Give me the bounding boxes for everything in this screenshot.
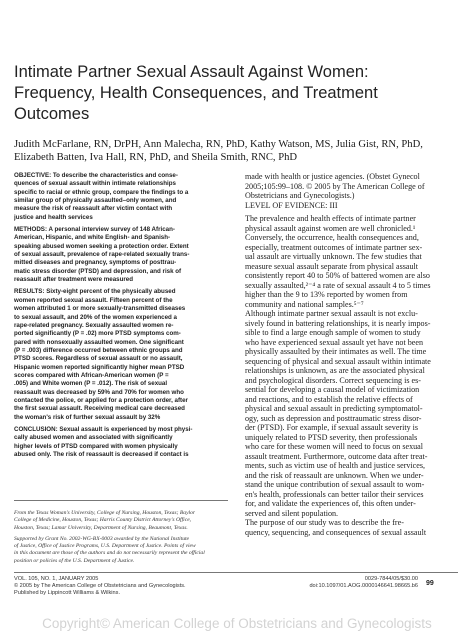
body-line: assault treatment. Furthermore, outcome data after treat- <box>245 451 428 461</box>
body-line: sential for developing a causal model of victimization <box>245 385 420 394</box>
affiliation-line: Houston, Texas; Lamar University, Department of Nursing, Beaumont, Texas. <box>14 524 188 531</box>
body-line: made with health or justice agencies. (Obstet Gynecol <box>245 172 420 181</box>
abstract-line: (P = .003) difference occurred between ethnic groups and <box>14 346 183 354</box>
title-line: Intimate Partner Sexual Assault Against Women: <box>14 63 369 81</box>
article-title <box>14 62 454 125</box>
body-line: The purpose of our study was to describe the fre- <box>245 518 404 527</box>
abstract-line: abused only. The risk of reassault is decreased if contact is <box>14 451 189 458</box>
footer-line: VOL. 105, NO. 1, JANUARY 2005 <box>14 576 99 582</box>
abstract-line: reassault after treatment were measured <box>14 276 133 284</box>
abstract-line: cally abused women and associated with significantly <box>14 434 173 442</box>
footer-line: © 2005 by The American College of Obstetricians and Gynecologists. <box>14 583 186 589</box>
body-line: en's health, professionals can better tailor their services <box>245 489 424 499</box>
body-line: and the risk of reassault are unknown. When we under- <box>245 470 424 480</box>
body-line: physically assaulted by their intimates as well. The time <box>245 347 427 356</box>
body-line: and reactions, and to establish the relative effects of <box>245 394 413 404</box>
footer-divider <box>14 572 458 573</box>
footnote-divider <box>14 500 228 501</box>
footer-citation <box>14 576 186 597</box>
abstract-line: pared with nonsexually assaulted women. One significant <box>14 338 184 346</box>
abstract-line: OBJECTIVE: To describe the characteristics and conse- <box>14 172 178 179</box>
abstract-line: similar group of physically assaulted–only women, and <box>14 197 177 205</box>
body-line: ogy, such as depression and posttraumatic stress disor- <box>245 413 422 423</box>
body-line: higher than the 9 to 13% reported by women from <box>245 290 408 299</box>
abstract-line: the first sexual assault. Receiving medical care decreased <box>14 405 185 413</box>
body-line: der (PTSD). For example, if sexual assault severity is <box>245 423 419 432</box>
abstract-line: quences of sexual assault within intimate relationships <box>14 180 176 188</box>
footer-line: doi:10.1097/01.AOG.0000146641.98665.b6 <box>309 583 418 589</box>
affiliation-line: of Justice, Office of Justice Programs, U.S. Department of Justice. Points of view <box>14 543 196 550</box>
body-line: who have experienced sexual assault yet have not been <box>245 337 423 347</box>
abstract-line: .005) and White women (P = .012). The risk of sexual <box>14 380 168 388</box>
body-line: ual assault are virtually unknown. The few studies that <box>245 252 422 261</box>
body-line: Conversely, the occurrence, health consequences and, <box>245 233 419 242</box>
body-line: The prevalence and health effects of intimate partner <box>245 214 416 223</box>
author-line: Elizabeth Batten, Iva Hall, RN, PhD, and Sheila Smith, RNC, PhD <box>14 152 298 164</box>
body-line: physical assault against women are well chronicled.¹ <box>245 223 416 233</box>
abstract-line: scores compared with African-American women (P = <box>14 371 169 379</box>
abstract-line: women reported sexual assault. Fifteen percent of the <box>14 296 173 304</box>
abstract-line: METHODS: A personal interview survey of 148 African- <box>14 226 175 234</box>
page-number: 99 <box>426 580 434 587</box>
body-line: Obstetricians and Gynecologists.) <box>245 191 355 200</box>
abstract-line: to sexual assault, and 20% of the women experienced a <box>14 313 177 321</box>
abstract-line: contacted the police, or applied for a protection order, after <box>14 396 188 404</box>
abstract-line: RESULTS: Sixty-eight percent of the physically abused <box>14 288 176 296</box>
affiliation-line: From the Texas Woman's University, College of Nursing, Houston, Texas; Baylor <box>14 510 196 516</box>
abstract-line: CONCLUSION: Sexual assault is experienced by most physi- <box>14 425 193 433</box>
author-line: Judith McFarlane, RN, DrPH, Ann Malecha, RN, PhD, Kathy Watson, MS, Julia Gist, RN, PhD, <box>14 139 423 150</box>
body-line: who care for these women will need to focus on sexual <box>245 442 424 451</box>
abstract-line: higher levels of PTSD compared with women physically <box>14 442 178 450</box>
body-line: Although intimate partner sexual assault is not exclu- <box>245 309 418 318</box>
abstract-line: American, Hispanic, and white English- and Spanish- <box>14 234 171 242</box>
body-line: 2005;105:99–108. © 2005 by The American College of <box>245 181 425 191</box>
affiliation-line: Supported by Grant No. 2002-WG-BX-0003 awarded by the National Institute <box>14 535 190 542</box>
copyright-watermark: Copyright© American College of Obstetricians and Gynecologists <box>42 616 432 631</box>
abstract-line: matic stress disorder (PTSD) and depression, and risk of <box>14 267 182 275</box>
abstract <box>14 172 228 459</box>
body-line: relationships is unknown, as are the associated physical <box>245 366 425 375</box>
abstract-line: women attributed 1 or more sexually-transmitted diseases <box>14 305 186 313</box>
body-line: physical and sexual assault in predicting symptomatol- <box>245 404 423 413</box>
abstract-line: justice and health services <box>14 213 93 221</box>
body-line: served and silent population. <box>245 508 339 518</box>
abstract-line: Hispanic women reported significantly higher mean PTSD <box>14 363 185 371</box>
body-line: and psychological disorders. Correct sequencing is es- <box>245 375 421 385</box>
affiliations-note <box>14 510 230 565</box>
author-list <box>14 138 460 165</box>
abstract-line: ported significantly (P = .02) more PTSD symptoms com- <box>14 330 181 338</box>
body-line: sively found in battering relationships, it is nearly impos- <box>245 318 431 328</box>
abstract-line: of sexual assault, prevalence of rape-related sexually trans- <box>14 251 190 259</box>
affiliation-line: College of Medicine, Houston, Texas; Harris County District Attorney's Office, <box>14 517 192 524</box>
body-line: uniquely related to PTSD severity, then professionals <box>245 432 418 442</box>
abstract-line: PTSD scores. Regardless of sexual assault or no assault, <box>14 355 183 363</box>
affiliation-line: position or policies of the U.S. Department of Justice. <box>14 557 135 564</box>
abstract-line: mitted diseases and pregnancy, symptoms of posttrau- <box>14 259 177 267</box>
body-line: consistently report 40 to 50% of battered women are also <box>245 271 430 280</box>
body-line: community and national samples.⁵⁻⁷ <box>245 299 364 309</box>
title-line: Outcomes <box>14 105 90 123</box>
affiliation-line: in this document are those of the authors and do not necessarily represent the official <box>14 550 205 557</box>
body-line: LEVEL OF EVIDENCE: III <box>245 200 338 210</box>
abstract-line: specific to racial or ethnic group, compare the findings to a <box>14 188 189 196</box>
abstract-line: the woman's risk of further sexual assault by 32% <box>14 413 161 421</box>
body-line: especially, treatment outcomes of intimate partner sex- <box>245 242 423 252</box>
body-line: sexually assaulted,²⁻⁴ a rate of sexual assault 4 to 5 times <box>245 280 431 290</box>
body-line: quency, sequencing, and consequences of sexual assault <box>245 527 427 537</box>
body-text <box>245 172 459 537</box>
footer-doi <box>278 576 418 590</box>
body-line: for, and validate the experiences of, this often under- <box>245 499 416 508</box>
footer-line: Published by Lippincott Williams & Wilkins. <box>14 590 121 596</box>
abstract-line: speaking abused women seeking a protection order. Extent <box>14 242 189 250</box>
abstract-line: rape-related pregnancy. Sexually assaulted women re- <box>14 321 174 329</box>
body-line: stand the unique contribution of sexual assault to wom- <box>245 480 425 489</box>
body-line: sequencing of physical and sexual assault within intimate <box>245 356 431 366</box>
abstract-line: reassault was decreased by 59% and 70% for women who <box>14 388 184 396</box>
title-line: Frequency, Health Consequences, and Treatment <box>14 84 378 102</box>
body-line: sible to find a large enough sample of women to study <box>245 328 421 337</box>
abstract-line: measure the risk of reassault after victim contact with <box>14 205 173 213</box>
footer-line: 0029-7844/05/$30.00 <box>364 576 418 582</box>
body-line: ments, such as victim use of health and justice services, <box>245 461 426 470</box>
body-line: measure sexual assault separate from physical assault <box>245 261 419 271</box>
